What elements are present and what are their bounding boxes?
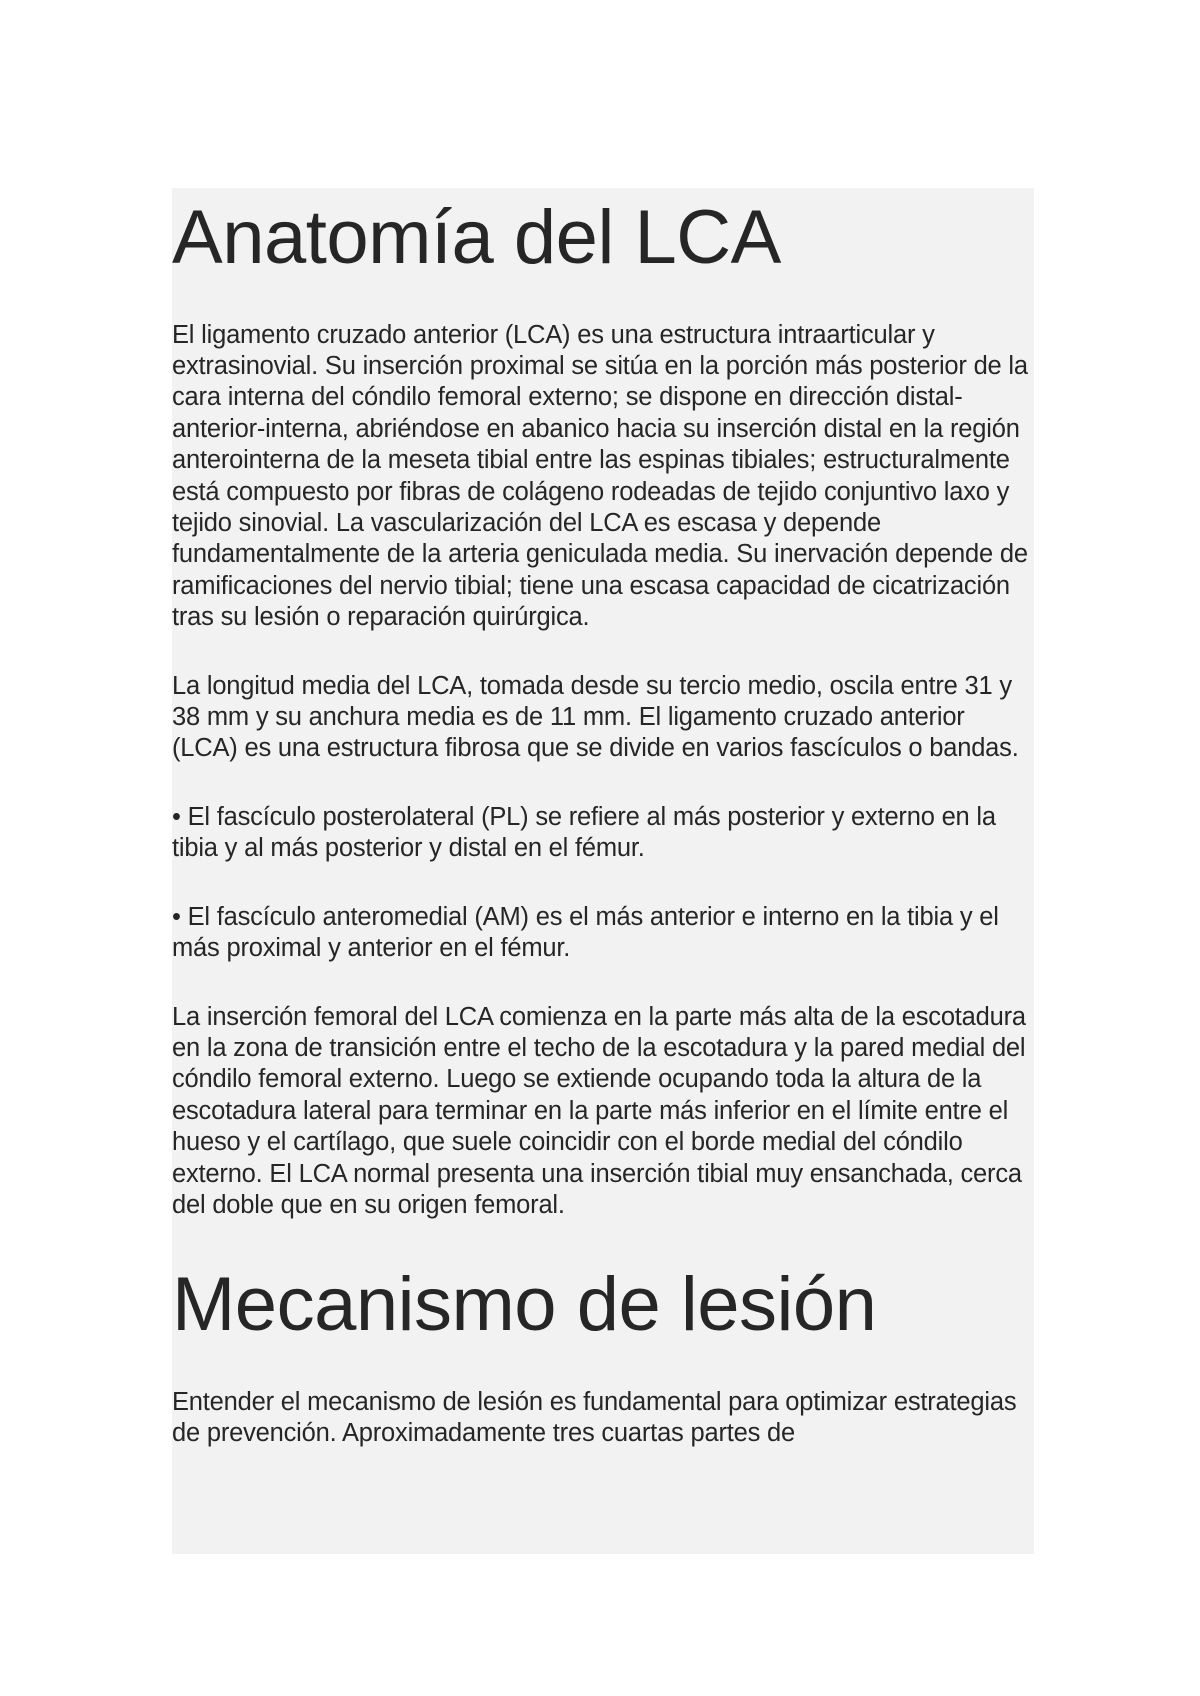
paragraph-anatomia-intro: El ligamento cruzado anterior (LCA) es una estructura intraarticular y extrasinovial. Su inserción proximal se sitúa en la porción más posterior de la cara interna del cóndilo femoral externo; se dispone en dirección distal-anterior-interna, abriéndose en abanico hacia su inserción distal en la región anterointerna de la meseta tibial entre las espinas tibiales; estructuralmente está compuesto por fibras de colágeno rodeadas de tejido conjuntivo laxo y tejido sinovial. La vascularización del LCA es escasa y depende fundamentalmente de la arteria geniculada media. Su inervación depende de ramificaciones del nervio tibial; tiene una escasa capacidad de cicatrización tras su lesión o reparación quirúrgica. [172,320,1028,632]
paragraph-longitud: La longitud media del LCA, tomada desde su tercio medio, oscila entre 31 y 38 mm y su anchura media es de 11 mm. El ligamento cruzado anterior (LCA) es una estructura fibrosa que se divide en varios fascículos o bandas. [172,671,1019,763]
section-heading-mecanismo: Mecanismo de lesión [172,1262,877,1348]
section-heading-anatomia: Anatomía del LCA [172,195,781,280]
paragraph-mecanismo-intro: Entender el mecanismo de lesión es fundamental para optimizar estrategias de prevención. Aproximadamente tres cuartas partes de [172,1387,1017,1448]
bullet-fasciculo-anteromedial: • El fascículo anteromedial (AM) es el más anterior e interno en la tibia y el más proximal y anterior en el fémur. [172,902,999,963]
paragraph-insercion-femoral: La inserción femoral del LCA comienza en la parte más alta de la escotadura en la zona de transición entre el techo de la escotadura y la pared medial del cóndilo femoral externo. Luego se extiende ocupando toda la altura de la escotadura lateral para terminar en la parte más inferior en el límite entre el hueso y el cartílago, que suele coincidir con el borde medial del cóndilo externo. El LCA normal presenta una inserción tibial muy ensanchada, cerca del doble que en su origen femoral. [172,1002,1026,1219]
document-content [172,188,1034,1554]
bullet-fasciculo-posterolateral: • El fascículo posterolateral (PL) se refiere al más posterior y externo en la tibia y al más posterior y distal en el fémur. [172,802,996,863]
